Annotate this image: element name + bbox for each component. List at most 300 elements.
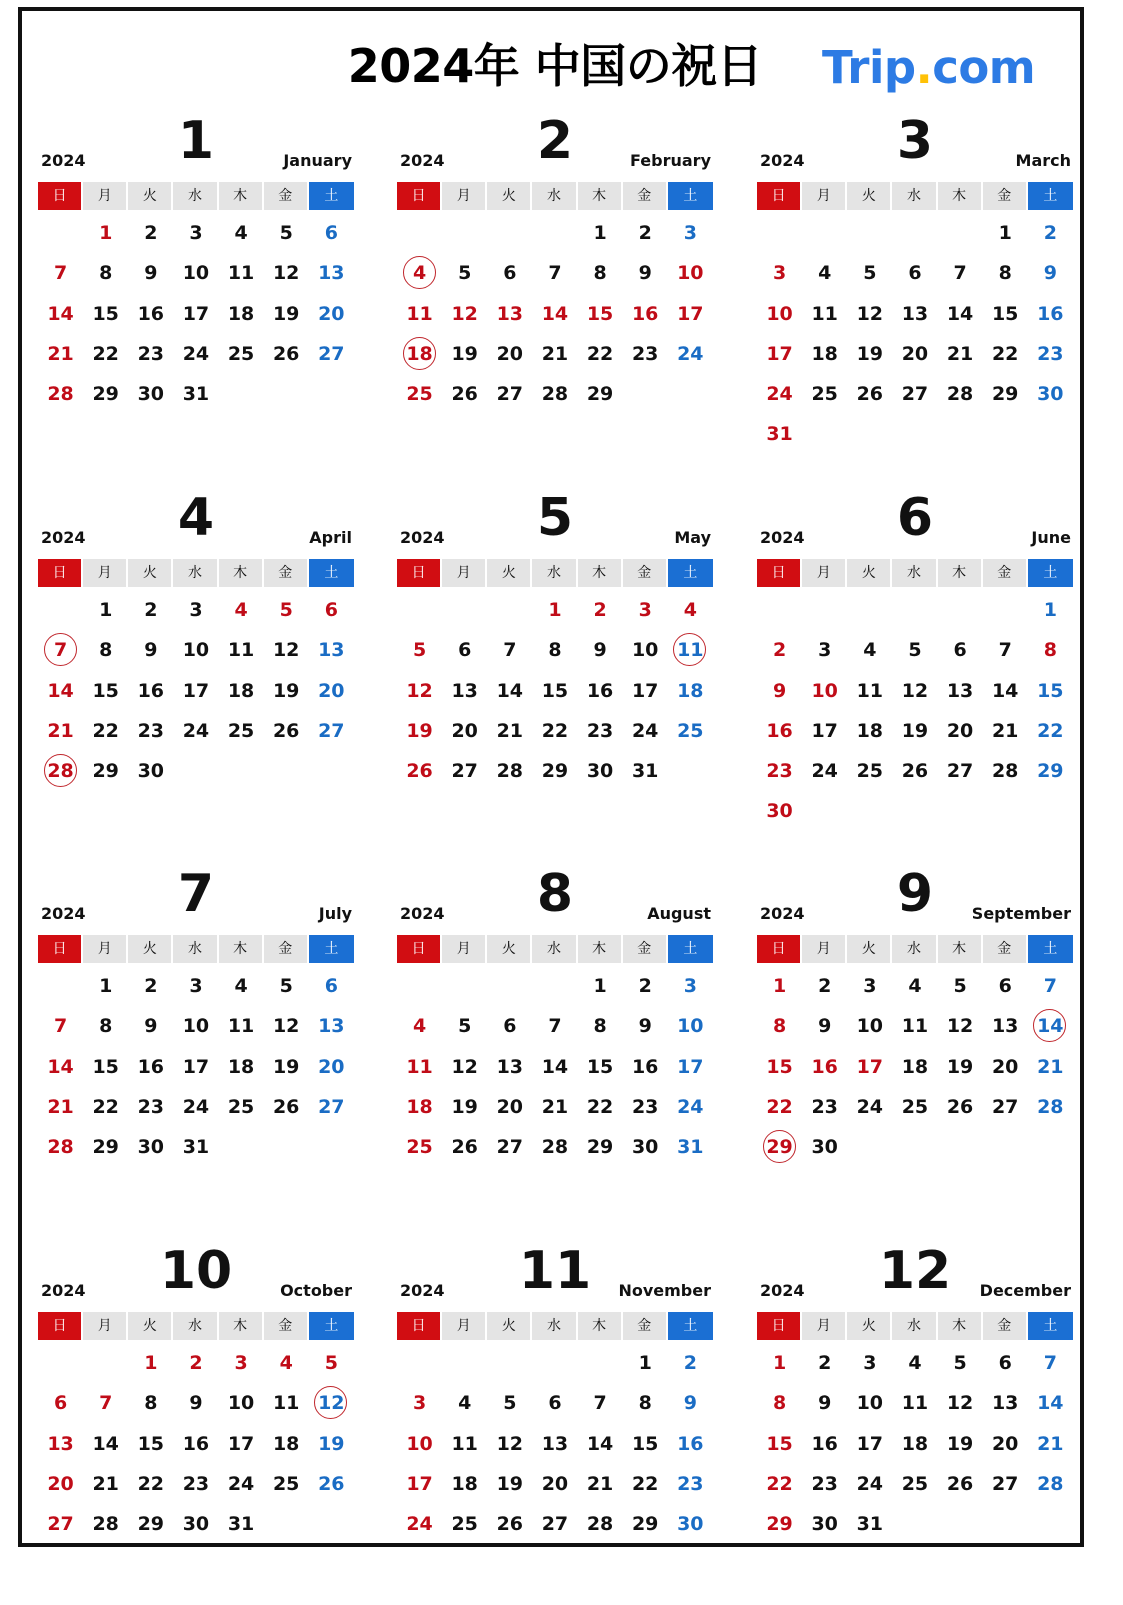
day-cell: 30 [137,1136,165,1159]
weekday-header-cell: 金 [623,559,668,587]
day-cell: 3 [863,975,877,997]
day-cell: 12 [901,679,929,702]
day-cell: 8 [99,639,113,662]
day-cell-workday-circled: 28 [38,751,83,791]
day-cell: 26 [406,760,433,783]
month-block-10 [38,1241,354,1605]
month-name: April [309,528,352,547]
day-cell-workday-circled: 11 [668,630,713,670]
day-cell: 22 [586,342,614,365]
day-cell: 5 [458,1015,472,1038]
day-cell: 18 [406,1095,433,1118]
day-cell: 22 [92,342,119,365]
day-cell: 24 [182,342,210,365]
day-cell: 26 [272,719,300,742]
day-cell: 10 [182,639,210,662]
month-number: 8 [536,864,574,924]
day-cell: 6 [908,262,922,285]
weekday-header-cell: 月 [442,182,487,210]
day-cell: 5 [953,975,967,997]
day-cell: 16 [631,1055,659,1078]
day-cell: 18 [272,1432,300,1455]
day-cell: 8 [638,1392,652,1415]
month-year-label: 2024 [41,904,86,923]
day-cell: 6 [324,222,338,244]
month-number: 5 [536,488,574,548]
day-cell: 9 [818,1392,832,1415]
day-cell: 12 [272,262,300,285]
day-cell: 1 [593,222,607,244]
day-cell-empty [938,590,983,630]
day-grid [757,213,1073,455]
day-cell: 6 [458,639,472,662]
weekday-header-cell: 水 [173,1312,218,1340]
day-cell: 18 [901,1432,929,1455]
weekday-header-cell: 土 [1028,1312,1073,1340]
weekday-header-cell: 水 [532,935,577,963]
day-cell: 7 [1043,1352,1057,1374]
day-cell: 9 [189,1392,203,1415]
day-cell: 18 [901,1055,929,1078]
weekday-header-cell: 火 [847,559,892,587]
day-cell: 23 [586,719,614,742]
day-cell: 19 [496,1472,524,1495]
day-cell: 27 [541,1513,569,1536]
month-number: 12 [878,1241,952,1301]
day-cell-holiday: 10 [677,262,704,285]
day-cell: 19 [272,679,300,702]
weekday-header-row [397,182,713,210]
day-cell-holiday: 3 [234,1352,248,1374]
weekday-header-cell: 日 [757,1312,802,1340]
day-cell: 24 [406,1513,433,1536]
day-cell: 15 [991,302,1019,325]
weekday-header-cell: 月 [802,935,847,963]
day-cell: 20 [901,342,929,365]
day-cell: 10 [677,1015,704,1038]
day-cell: 30 [137,383,165,406]
weekday-header-cell: 水 [532,1312,577,1340]
day-cell: 9 [144,1015,158,1038]
day-cell: 26 [901,760,929,783]
day-cell: 19 [856,342,884,365]
day-cell: 27 [318,1095,345,1118]
weekday-header-cell: 火 [847,935,892,963]
weekday-header-cell: 木 [219,182,264,210]
weekday-header-cell: 金 [623,182,668,210]
weekday-header-cell: 土 [1028,559,1073,587]
day-cell: 19 [946,1055,974,1078]
day-cell: 29 [137,1513,165,1536]
weekday-header-cell: 月 [802,182,847,210]
day-grid [38,213,354,414]
day-cell: 11 [227,639,255,662]
day-cell-empty [487,590,532,630]
day-cell: 5 [863,262,877,285]
day-cell: 7 [548,1015,562,1038]
day-cell: 16 [677,1432,704,1455]
day-cell: 28 [496,760,524,783]
day-cell: 21 [1037,1055,1064,1078]
day-cell: 20 [318,1055,345,1078]
day-cell-empty [38,590,83,630]
day-cell: 6 [324,975,338,997]
weekday-header-cell: 火 [847,1312,892,1340]
day-cell: 27 [946,760,974,783]
month-block-2 [397,111,713,475]
day-cell: 19 [946,1432,974,1455]
month-number: 10 [159,1241,233,1301]
day-cell: 1 [99,975,113,997]
day-cell: 6 [953,639,967,662]
weekday-header-cell: 火 [128,182,173,210]
weekday-header-row [757,935,1073,963]
day-cell: 1 [772,975,787,997]
day-cell: 7 [53,1015,68,1038]
month-number: 4 [177,488,215,548]
day-cell: 25 [901,1472,929,1495]
day-cell: 12 [946,1392,974,1415]
day-cell: 27 [318,719,345,742]
day-cell: 10 [766,302,793,325]
day-cell: 13 [451,679,478,702]
day-cell: 4 [412,1015,427,1038]
month-number: 6 [896,488,934,548]
day-cell: 17 [856,1432,884,1455]
weekday-header-cell: 木 [219,935,264,963]
day-cell-empty [487,1343,532,1383]
day-cell: 26 [496,1513,524,1536]
month-header [757,864,1073,928]
day-cell: 25 [406,383,433,406]
day-cell: 29 [586,1136,614,1159]
day-cell: 6 [998,975,1012,997]
day-cell-holiday: 4 [279,1352,293,1374]
weekday-header-cell: 木 [219,1312,264,1340]
page-title: 2024年 中国の祝日 [347,39,763,93]
day-cell-holiday: 4 [234,599,248,621]
weekday-header-cell: 月 [83,935,128,963]
month-header [38,488,354,552]
logo-text-trip: Trip [822,41,916,94]
day-cell: 25 [406,1136,433,1159]
day-cell: 30 [1037,383,1064,406]
day-cell-empty [83,1343,128,1383]
day-cell: 20 [47,1472,74,1495]
day-cell-holiday: 16 [811,1055,838,1078]
day-cell: 9 [144,639,158,662]
day-cell: 7 [503,639,517,662]
month-name: June [1031,528,1071,547]
day-cell: 30 [586,760,614,783]
weekday-header-cell: 月 [442,559,487,587]
day-cell: 14 [92,1432,119,1455]
day-cell: 24 [766,383,793,406]
day-cell: 31 [677,1136,704,1159]
day-cell-holiday: 9 [772,679,787,702]
weekday-header-cell: 月 [83,1312,128,1340]
day-cell: 3 [863,1352,877,1374]
month-year-label: 2024 [400,904,445,923]
weekday-header-cell: 金 [983,182,1028,210]
month-header [757,111,1073,175]
day-cell: 17 [631,679,659,702]
day-cell: 25 [811,383,838,406]
day-cell: 8 [772,1015,787,1038]
day-cell-empty [578,1343,623,1383]
day-cell: 22 [92,719,119,742]
day-cell-holiday: 8 [1043,639,1057,662]
day-cell: 5 [503,1392,517,1415]
day-cell: 16 [137,679,165,702]
weekday-header-cell: 日 [757,935,802,963]
weekday-header-row [757,182,1073,210]
day-cell-holiday: 1 [144,1352,158,1374]
day-cell: 13 [47,1432,74,1455]
day-cell: 28 [47,383,74,406]
day-cell: 19 [318,1432,345,1455]
day-cell: 8 [772,1392,787,1415]
weekday-header-cell: 日 [397,935,442,963]
month-header [38,111,354,175]
day-cell: 31 [856,1513,884,1536]
day-cell: 22 [991,342,1019,365]
day-cell: 13 [901,302,929,325]
day-cell: 10 [227,1392,255,1415]
day-cell: 21 [1037,1432,1064,1455]
day-cell: 20 [991,1432,1019,1455]
day-cell: 7 [953,262,967,285]
day-cell: 14 [47,679,74,702]
day-cell: 16 [182,1432,210,1455]
weekday-header-cell: 水 [892,1312,937,1340]
month-header [397,864,713,928]
day-cell: 2 [144,975,158,997]
day-cell-holiday: 5 [279,599,293,621]
month-block-8 [397,864,713,1228]
day-cell: 11 [901,1015,929,1038]
day-cell-workday-circled: 4 [397,253,442,293]
day-cell: 11 [811,302,838,325]
day-cell-workday-circled: 12 [309,1383,354,1423]
month-block-3 [757,111,1073,475]
day-cell: 28 [541,1136,569,1159]
weekday-header-cell: 月 [442,1312,487,1340]
weekday-header-cell: 火 [128,1312,173,1340]
month-header [757,488,1073,552]
day-cell: 30 [182,1513,210,1536]
day-cell-empty [397,213,442,253]
day-cell: 2 [144,222,158,244]
month-header [397,488,713,552]
weekday-header-cell: 金 [983,935,1028,963]
day-cell: 27 [451,760,478,783]
day-cell: 3 [772,262,787,285]
day-cell: 14 [541,1055,569,1078]
day-cell-empty [38,1343,83,1383]
day-cell-holiday: 5 [412,639,427,662]
month-block-11 [397,1241,713,1605]
weekday-header-cell: 木 [938,559,983,587]
day-cell: 17 [766,342,793,365]
day-cell: 28 [586,1513,614,1536]
day-cell: 1 [638,1352,652,1374]
day-cell: 1 [998,222,1012,244]
day-cell: 25 [901,1095,929,1118]
day-cell: 12 [496,1432,524,1455]
day-cell-holiday: 1 [548,599,562,621]
day-cell: 25 [451,1513,478,1536]
day-cell: 18 [227,679,255,702]
day-cell: 19 [451,1095,478,1118]
weekday-header-cell: 木 [578,935,623,963]
day-cell: 27 [47,1513,74,1536]
weekday-header-cell: 木 [578,559,623,587]
day-cell: 8 [99,1015,113,1038]
weekday-header-cell: 木 [938,182,983,210]
weekday-header-cell: 月 [83,559,128,587]
day-cell: 24 [182,719,210,742]
day-cell-holiday: 13 [496,302,524,325]
day-cell: 24 [856,1472,884,1495]
day-cell: 25 [272,1472,300,1495]
day-cell: 29 [92,383,119,406]
day-cell: 28 [1037,1472,1064,1495]
month-number: 1 [177,111,215,171]
day-cell: 2 [1043,222,1057,244]
day-grid [397,590,713,791]
day-cell-empty [938,213,983,253]
day-cell-empty [397,966,442,1006]
day-cell: 12 [406,679,433,702]
day-cell-workday-circled: 18 [397,334,442,374]
day-cell: 28 [991,760,1019,783]
day-cell: 23 [182,1472,210,1495]
day-cell: 24 [856,1095,884,1118]
day-cell: 31 [631,760,659,783]
month-header [38,1241,354,1305]
day-cell: 7 [593,1392,607,1415]
weekday-header-cell: 金 [264,935,309,963]
day-cell: 6 [503,1015,517,1038]
day-cell: 19 [272,1055,300,1078]
day-cell: 2 [772,639,787,662]
day-cell: 15 [92,679,119,702]
weekday-header-cell: 日 [38,1312,83,1340]
day-cell: 23 [811,1095,838,1118]
day-cell: 29 [541,760,569,783]
day-cell: 30 [766,800,793,823]
day-cell: 29 [586,383,614,406]
day-cell: 30 [137,760,165,783]
day-cell: 22 [631,1472,659,1495]
day-cell: 24 [677,1095,704,1118]
day-cell: 30 [677,1513,704,1536]
day-cell: 18 [451,1472,478,1495]
month-block-9 [757,864,1073,1228]
day-cell: 26 [946,1472,974,1495]
weekday-header-cell: 金 [264,1312,309,1340]
day-cell: 10 [406,1432,433,1455]
day-cell-empty [487,213,532,253]
weekday-header-row [38,1312,354,1340]
day-cell: 5 [908,639,922,662]
weekday-header-cell: 日 [757,182,802,210]
day-cell: 22 [541,719,569,742]
day-cell: 27 [496,1136,524,1159]
day-cell: 24 [811,760,838,783]
day-cell: 30 [811,1513,838,1536]
day-cell: 21 [496,719,524,742]
month-block-4 [38,488,354,852]
day-cell: 22 [766,1472,793,1495]
day-cell: 21 [92,1472,119,1495]
weekday-header-cell: 火 [128,935,173,963]
day-cell: 28 [541,383,569,406]
month-year-label: 2024 [760,904,805,923]
weekday-header-cell: 木 [938,935,983,963]
day-cell: 18 [856,719,884,742]
day-cell-holiday: 5 [324,1352,338,1374]
day-cell: 20 [496,1095,524,1118]
day-grid [38,1343,354,1544]
day-cell-empty [847,590,892,630]
weekday-header-cell: 火 [487,182,532,210]
day-cell-empty [397,590,442,630]
weekday-header-cell: 水 [173,182,218,210]
day-cell-empty [442,213,487,253]
day-cell: 22 [92,1095,119,1118]
day-cell: 30 [631,1136,659,1159]
month-number: 7 [177,864,215,924]
weekday-header-cell: 木 [219,559,264,587]
day-cell: 30 [811,1136,838,1159]
weekday-header-cell: 土 [668,935,713,963]
weekday-header-cell: 火 [487,559,532,587]
day-cell-empty [802,590,847,630]
weekday-header-cell: 日 [38,935,83,963]
weekday-header-cell: 木 [578,1312,623,1340]
weekday-header-cell: 火 [128,559,173,587]
weekday-header-cell: 金 [983,1312,1028,1340]
day-cell-empty [397,1343,442,1383]
day-cell: 25 [677,719,704,742]
day-cell: 17 [182,679,210,702]
day-cell: 4 [818,262,832,285]
day-cell: 15 [541,679,569,702]
month-number: 3 [896,111,934,171]
day-cell: 20 [318,302,345,325]
weekday-header-cell: 月 [83,182,128,210]
weekday-header-cell: 火 [847,182,892,210]
day-cell: 26 [451,1136,478,1159]
month-year-label: 2024 [400,528,445,547]
day-cell: 31 [182,1136,210,1159]
weekday-header-cell: 火 [487,935,532,963]
weekday-header-cell: 水 [532,182,577,210]
day-cell: 24 [631,719,659,742]
day-cell: 24 [677,342,704,365]
day-cell: 11 [856,679,884,702]
weekday-header-row [757,1312,1073,1340]
day-cell: 10 [856,1392,884,1415]
day-cell: 29 [92,1136,119,1159]
day-cell: 9 [144,262,158,285]
day-cell: 11 [227,262,255,285]
day-cell-holiday: 10 [811,679,838,702]
day-cell: 10 [182,1015,210,1038]
day-cell: 12 [272,1015,300,1038]
